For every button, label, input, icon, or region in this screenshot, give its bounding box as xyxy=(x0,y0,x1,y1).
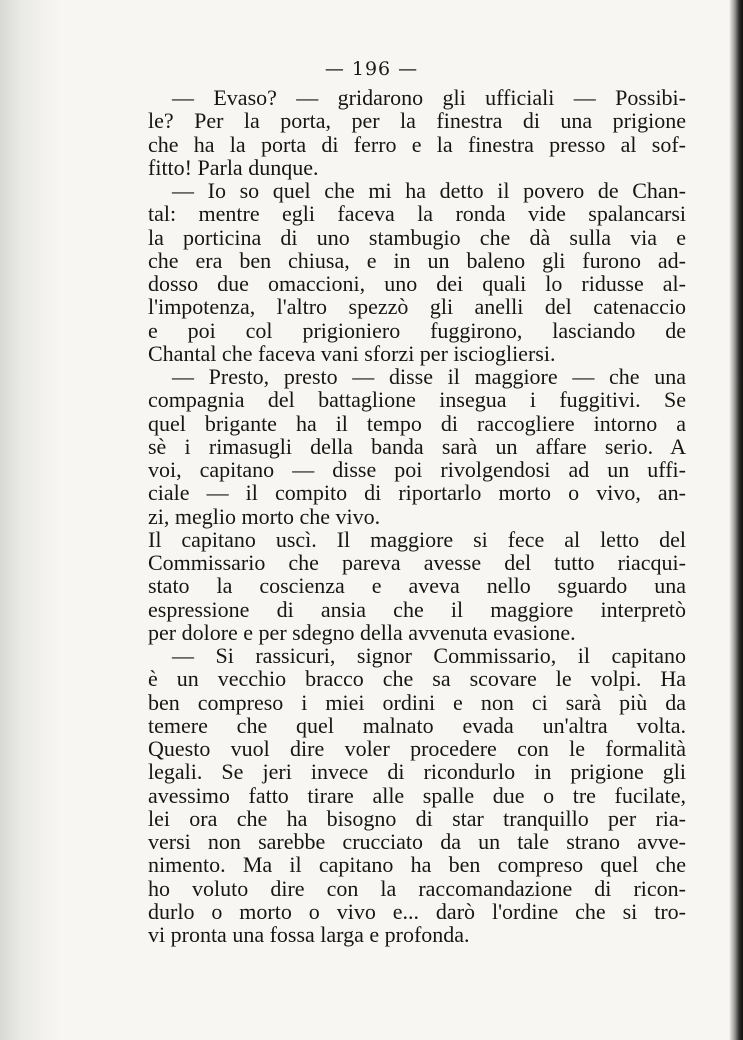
text-line: compagnia del battaglione insegua i fuggitivi. Se xyxy=(148,387,686,413)
text-line: nimento. Ma il capitano ha ben compreso quel che xyxy=(148,852,686,878)
text-line: lei ora che ha bisogno di star tranquillo per ria- xyxy=(148,805,686,831)
text-line: che ha la porta di ferro e la finestra presso al sof- xyxy=(148,131,686,157)
page-number: — 196 — xyxy=(324,58,419,80)
text-line: — Presto, presto — disse il maggiore — che una xyxy=(172,364,686,389)
text-line: le? Per la porta, per la finestra di una prigione xyxy=(148,108,686,134)
page-edge-shadow xyxy=(729,0,743,1040)
text-line: — Evaso? — gridarono gli ufficiali — Possibi- xyxy=(172,85,686,110)
binding-gutter-shadow xyxy=(0,0,60,1040)
text-line: ciale — il compito di riportarlo morto o vivo, an- xyxy=(148,480,686,506)
text-line: fitto! Parla dunque. xyxy=(148,154,319,180)
text-line: avessimo fatto tirare alle spalle due o tre fucilate, xyxy=(148,782,686,808)
text-line: temere che quel malnato evada un'altra volta. xyxy=(148,712,686,738)
text-line: Questo vuol dire voler procedere con le formalità xyxy=(148,736,686,761)
text-line: quel brigante ha il tempo di raccogliere intorno a xyxy=(148,410,686,436)
text-line: che era ben chiusa, e in un baleno gli furono ad- xyxy=(148,247,686,273)
body-text xyxy=(148,86,686,946)
text-line: stato la coscienza e aveva nello sguardo una xyxy=(148,573,686,599)
text-line: Chantal che faceva vani sforzi per isciogliersi. xyxy=(148,340,556,366)
text-line: dosso due omaccioni, uno dei quali lo ridusse al- xyxy=(148,271,686,296)
text-line: per dolore e per sdegno della avvenuta evasione. xyxy=(148,619,576,645)
text-line: Il capitano uscì. Il maggiore si fece al letto del xyxy=(148,526,686,552)
text-line: la porticina di uno stambugio che dà sulla via e xyxy=(148,224,686,250)
text-line: l'impotenza, l'altro spezzò gli anelli del catenaccio xyxy=(148,294,686,320)
text-line: sè i rimasugli della banda sarà un affare serio. A xyxy=(148,433,686,459)
text-line: ben compreso i miei ordini e non ci sarà più da xyxy=(148,689,686,715)
text-line: versi non sarebbe crucciato da un tale strano avve- xyxy=(148,829,686,854)
text-line: legali. Se jeri invece di ricondurlo in prigione gli xyxy=(148,759,686,785)
text-line: durlo o morto o vivo e... darò l'ordine che si tro- xyxy=(148,898,686,924)
text-line: e poi col prigioniero fuggirono, lasciando de xyxy=(148,317,686,343)
text-line: voi, capitano — disse poi rivolgendosi ad un uffi- xyxy=(148,457,686,482)
text-line: vi pronta una fossa larga e profonda. xyxy=(148,922,470,947)
text-line: Commissario che pareva avesse del tutto riacqui- xyxy=(148,550,686,575)
text-line: è un vecchio bracco che sa scovare le volpi. Ha xyxy=(148,666,686,692)
text-line: espressione di ansia che il maggiore interpretò xyxy=(148,596,686,622)
text-line: tal: mentre egli faceva la ronda vide spalancarsi xyxy=(148,201,686,227)
text-line: ho voluto dire con la raccomandazione di ricon- xyxy=(148,875,686,901)
text-line: — Si rassicuri, signor Commissario, il capitano xyxy=(172,643,686,668)
text-line: — Io so quel che mi ha detto il povero de Chan- xyxy=(172,178,686,203)
text-line: zi, meglio morto che vivo. xyxy=(148,503,381,529)
